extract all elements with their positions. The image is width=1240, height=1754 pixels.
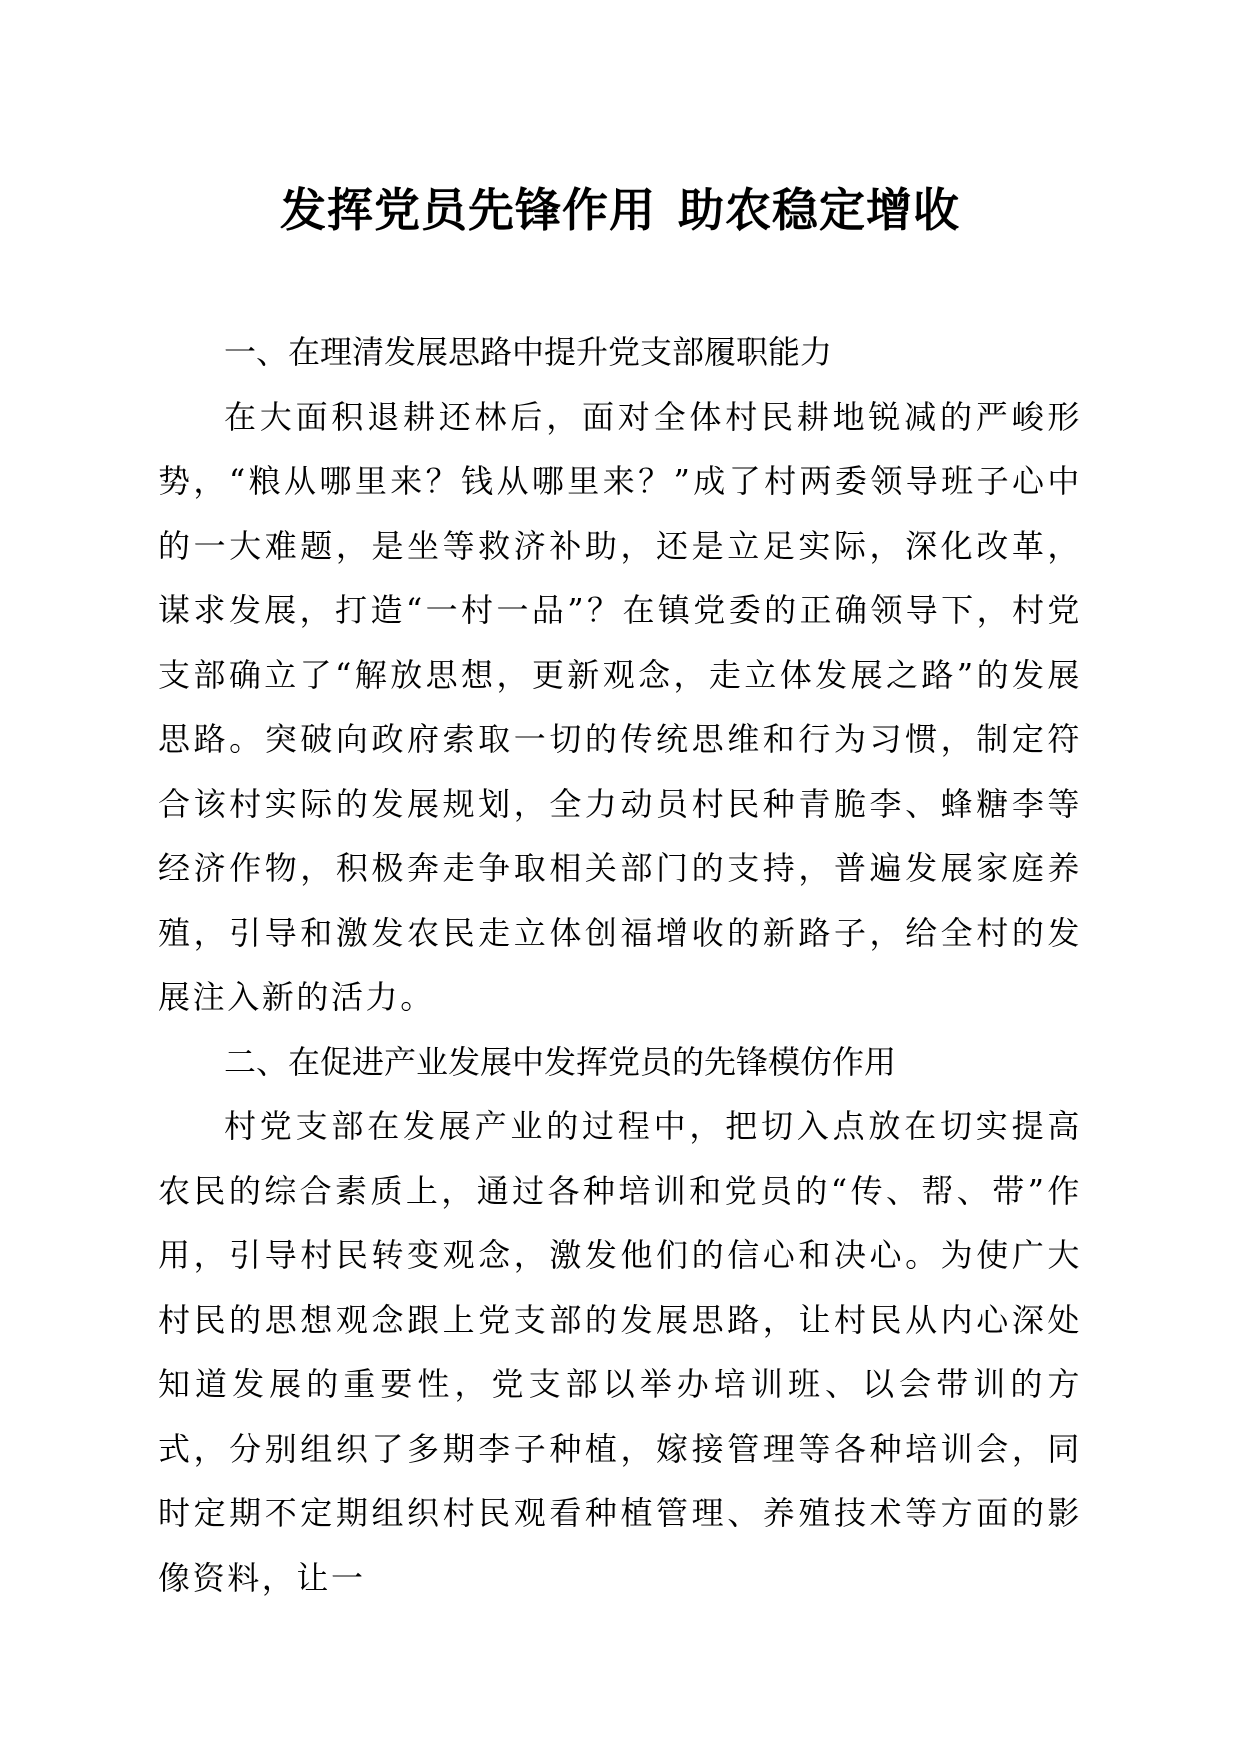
document-body [158,320,1082,1610]
section-1-heading: 一、在理清发展思路中提升党支部履职能力 [224,333,833,371]
section-2-heading: 二、在促进产业发展中发挥党员的先锋模仿作用 [224,1042,897,1081]
document-title [0,180,1240,240]
section-2-paragraph: 村党支部在发展产业的过程中，把切入点放在切实提高农民的综合素质上，通过各种培训和党员的“传、帮、带”作用，引导村民转变观念，激发他们的信心和决心。为使广大村民的思想观念跟上党支部的发展思路，让村民从内心深处知道发展的重要性，党支部以举办培训班、以会带训的方式，分别组织了多期李子种植，嫁接管理等各种培训会，同时定期不定期组织村民观看种植管理、养殖技术等方面的影像资料，让一 [158,1107,1082,1597]
title-part-2: 助农稳定增收 [678,183,960,237]
section-1-paragraph: 在大面积退耕还林后，面对全体村民耕地锐减的严峻形势，“粮从哪里来？钱从哪里来？”成了村两委领导班子心中的一大难题，是坐等救济补助，还是立足实际，深化改革，谋求发展，打造“一村一品”？在镇党委的正确领导下，村党支部确立了“解放思想，更新观念，走立体发展之路”的发展思路。突破向政府索取一切的传统思维和行为习惯，制定符合该村实际的发展规划，全力动员村民种青脆李、蜂糖李等经济作物，积极奔走争取相关部门的支持，普遍发展家庭养殖，引导和激发农民走立体创福增收的新路子，给全村的发展注入新的活力。 [158,397,1082,1016]
title-part-1: 发挥党员先锋作用 [280,183,656,237]
